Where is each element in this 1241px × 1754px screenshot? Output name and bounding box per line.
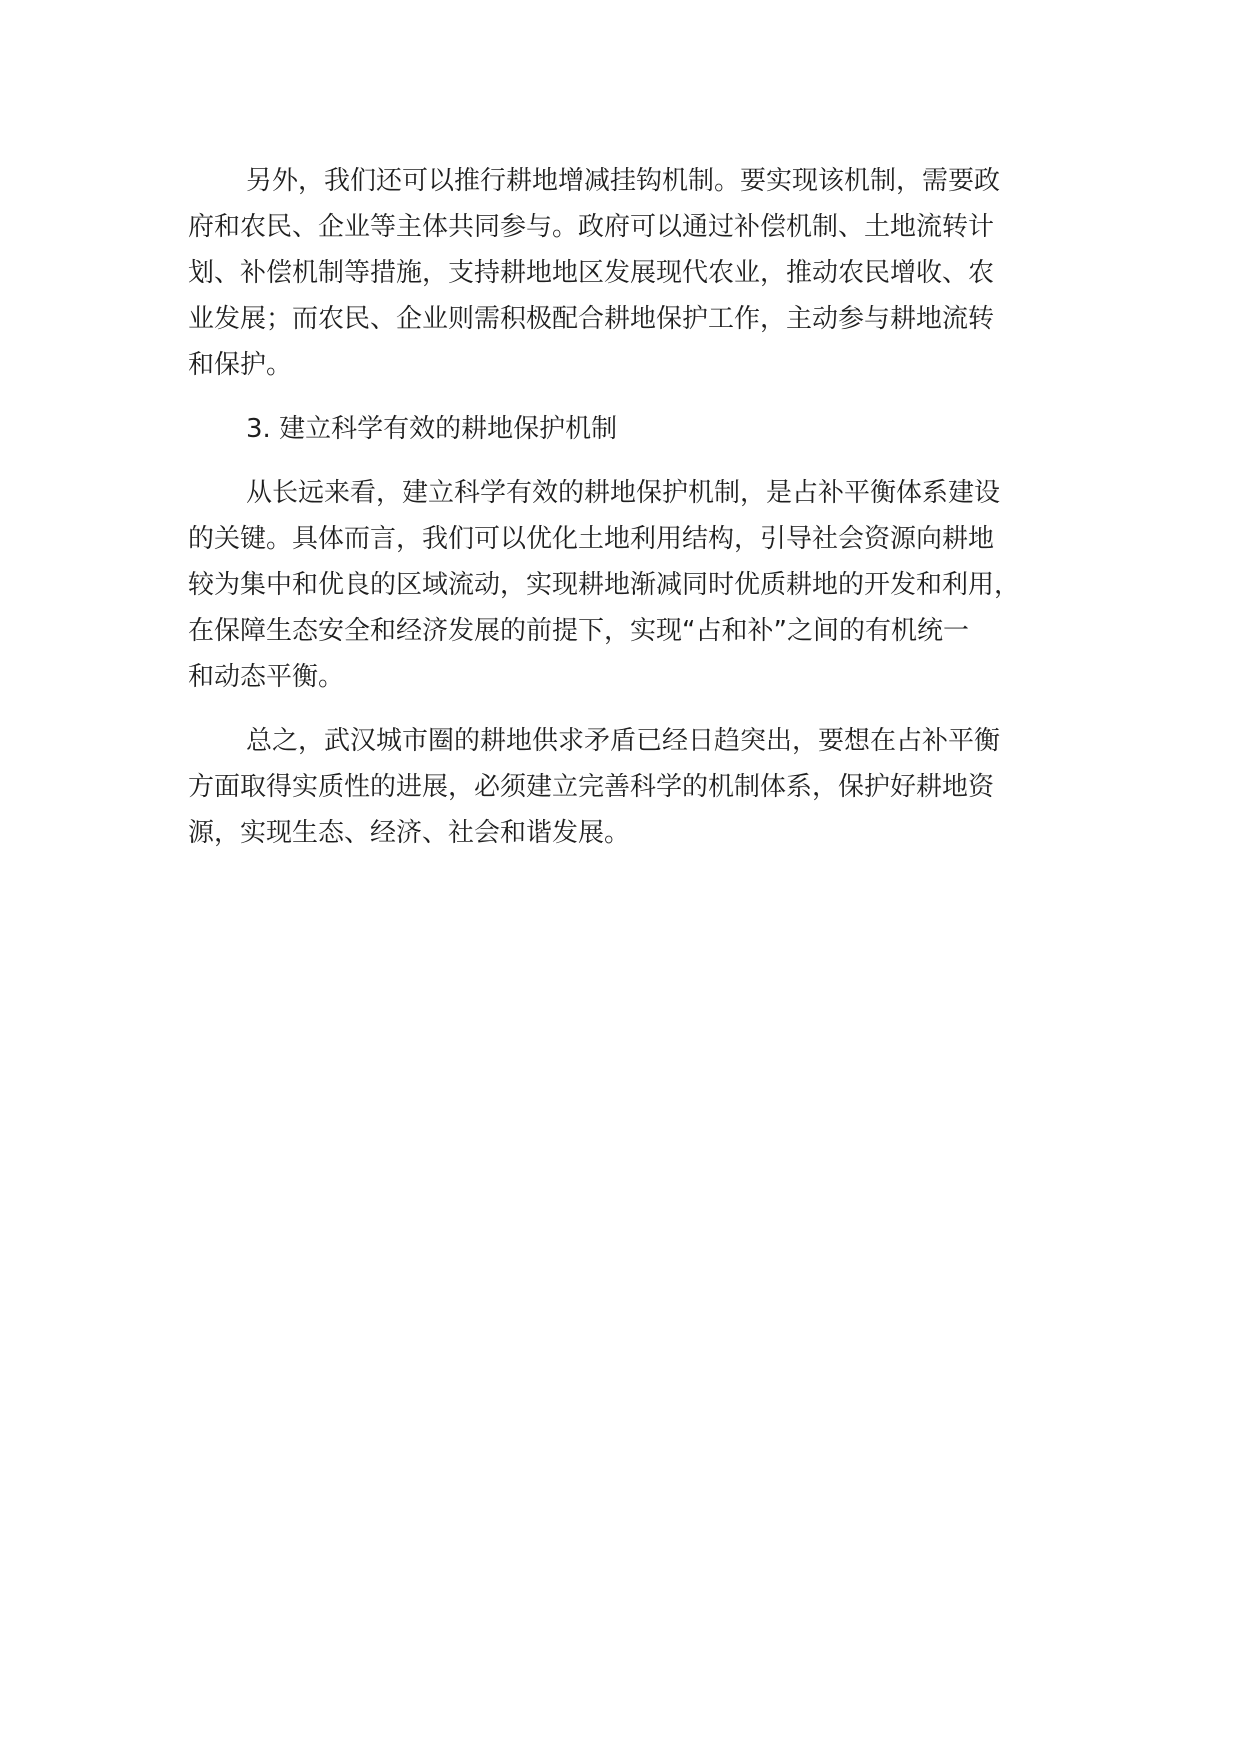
paragraph-line: 划、补偿机制等措施，支持耕地地区发展现代农业，推动农民增收、农 [188, 258, 995, 288]
spacer [188, 452, 1068, 470]
paragraph-line: 和动态平衡。 [188, 662, 345, 692]
paragraph-line: 和保护。 [188, 350, 293, 380]
paragraph-line: 较为集中和优良的区域流动，实现耕地渐减同时优质耕地的开发和利用， [188, 570, 1021, 600]
section-heading-text: 3. 建立科学有效的耕地保护机制 [246, 414, 618, 444]
document-body [188, 158, 1068, 856]
paragraph-line: 业发展；而农民、企业则需积极配合耕地保护工作，主动参与耕地流转 [188, 304, 995, 334]
paragraph-line: 在保障生态安全和经济发展的前提下，实现“占和补”之间的有机统一 [188, 616, 969, 646]
paragraph-line: 府和农民、企业等主体共同参与。政府可以通过补偿机制、土地流转计 [188, 212, 995, 242]
paragraph-line: 另外，我们还可以推行耕地增减挂钩机制。要实现该机制，需要政 [246, 166, 1001, 196]
paragraph-line: 的关键。具体而言，我们可以优化土地利用结构，引导社会资源向耕地 [188, 524, 995, 554]
paragraph-line: 总之，武汉城市圈的耕地供求矛盾已经日趋突出，要想在占补平衡 [246, 726, 1001, 756]
paragraph-2 [188, 470, 1068, 700]
paragraph-line: 方面取得实质性的进展，必须建立完善科学的机制体系，保护好耕地资 [188, 772, 995, 802]
section-heading [188, 406, 1068, 452]
paragraph-line: 源，实现生态、经济、社会和谐发展。 [188, 818, 631, 848]
spacer [188, 700, 1068, 718]
paragraph-1 [188, 158, 1068, 388]
paragraph-line: 从长远来看，建立科学有效的耕地保护机制，是占补平衡体系建设 [246, 478, 1001, 508]
spacer [188, 388, 1068, 406]
paragraph-3 [188, 718, 1068, 856]
